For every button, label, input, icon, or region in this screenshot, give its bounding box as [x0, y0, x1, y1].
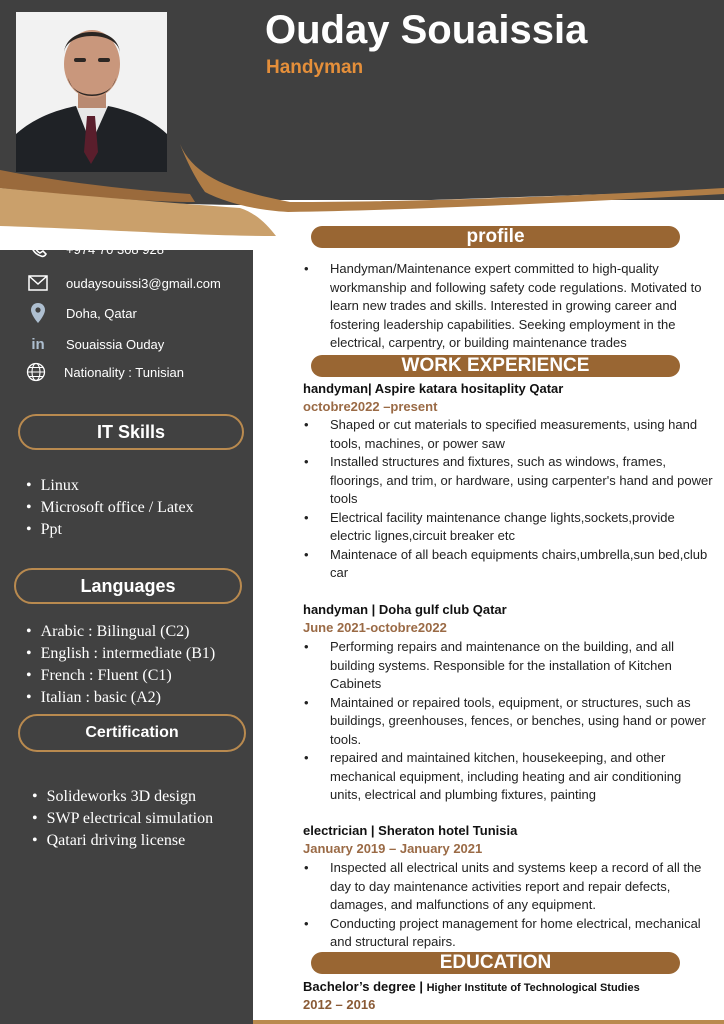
list-item: • Electrical facility maintenance change lights,sockets,provide electric lignes,circuit breaker etc — [304, 509, 714, 546]
linkedin-name[interactable]: Souaissia Ouday — [66, 336, 165, 352]
contact-linkedin — [22, 333, 164, 355]
job-dates: January 2019 – January 2021 — [303, 841, 483, 856]
list-item: • French : Fluent (C1) — [26, 665, 215, 687]
education-heading: EDUCATION — [311, 952, 680, 974]
contact-email — [22, 272, 221, 294]
education-degree-line — [303, 979, 640, 994]
certification-list — [32, 786, 213, 852]
list-item: • Solideworks 3D design — [32, 786, 213, 808]
languages-heading: Languages — [14, 568, 242, 604]
list-item: • Microsoft office / Latex — [26, 497, 194, 519]
list-item: • Conducting project management for home electrical, mechanical and structural repairs. — [304, 915, 714, 952]
list-item: • Ppt — [26, 519, 194, 541]
it-skills-heading: IT Skills — [18, 414, 244, 450]
list-item: • Performing repairs and maintenance on the building, and all building systems. Responsible for the installation of Kitchen Cabinets — [304, 638, 714, 694]
linkedin-icon: in — [31, 335, 45, 353]
list-item: • SWP electrical simulation — [32, 808, 213, 830]
job-dates: octobre2022 –present — [303, 399, 438, 414]
list-item: • Installed structures and fixtures, such as windows, frames, floorings, and trim, or hardware, using carpenter's hand and power tools — [304, 453, 714, 509]
job-bullets — [304, 638, 714, 805]
job-heading: electrician | Sheraton hotel Tunisia — [303, 823, 518, 838]
profile-section — [304, 260, 722, 353]
contact-location — [22, 302, 137, 324]
contact-phone — [22, 238, 164, 260]
education-dates: 2012 – 2016 — [303, 997, 376, 1012]
email-address[interactable]: oudaysouissi3@gmail.com — [66, 275, 221, 291]
job-heading: handyman | Doha gulf club Qatar — [303, 602, 507, 617]
phone-icon — [22, 238, 54, 260]
profile-photo — [16, 12, 167, 172]
it-skills-list — [26, 475, 194, 541]
list-item: • English : intermediate (B1) — [26, 643, 215, 665]
list-item: • Qatari driving license — [32, 830, 213, 852]
profile-text: • Handyman/Maintenance expert committed to high-quality workmanship and following safety code regulations. Motivated to learn new trades and skills. Interested in growing career and fostering leadership capabilities. Seeking employment in the electrical, carpentry, or building maintenance trades — [304, 260, 722, 353]
list-item: • Maintenace of all beach equipments chairs,umbrella,sun bed,club car — [304, 546, 714, 583]
list-item: • Maintained or repaired tools, equipment, or structures, such as buildings, greenhouses, fences, or benches, using hand or power tools. — [304, 694, 714, 750]
envelope-icon — [22, 272, 54, 294]
profile-heading: profile — [311, 226, 680, 248]
list-item: • repaired and maintained kitchen, housekeeping, and other mechanical equipment, including heating and air conditioning units, electrical and plumbing fixtures, painting — [304, 749, 714, 805]
work-experience-heading: WORK EXPERIENCE — [311, 355, 680, 377]
globe-icon — [20, 361, 52, 383]
nationality-text: Nationality : Tunisian — [64, 364, 184, 380]
job-title: Handyman — [266, 57, 364, 78]
degree-name: Bachelor’s degree | — [303, 979, 423, 994]
list-item: • Arabic : Bilingual (C2) — [26, 621, 215, 643]
languages-list — [26, 621, 215, 709]
phone-number[interactable]: +974 70 308 928 — [66, 241, 164, 257]
list-item: • Linux — [26, 475, 194, 497]
location-text: Doha, Qatar — [66, 305, 137, 321]
location-pin-icon — [22, 302, 54, 324]
school-name: Higher Institute of Technological Studies — [426, 982, 640, 994]
job-heading: handyman| Aspire katara hositaplity Qatar — [303, 381, 564, 396]
contact-nationality — [20, 361, 184, 383]
list-item: • Shaped or cut materials to specified measurements, using hand tools, machines, or power saw — [304, 416, 714, 453]
footer-divider — [253, 1020, 724, 1024]
job-dates: June 2021-octobre2022 — [303, 620, 447, 635]
certification-heading: Certification — [18, 714, 246, 752]
list-item: • Inspected all electrical units and systems keep a record of all the day to day maintenance activities report and repair defects, damages, and malfunctions of any equipment. — [304, 859, 714, 915]
candidate-name: Ouday Souaissia — [265, 8, 588, 52]
list-item: • Italian : basic (A2) — [26, 687, 215, 709]
job-bullets — [304, 859, 714, 952]
job-bullets — [304, 416, 714, 583]
